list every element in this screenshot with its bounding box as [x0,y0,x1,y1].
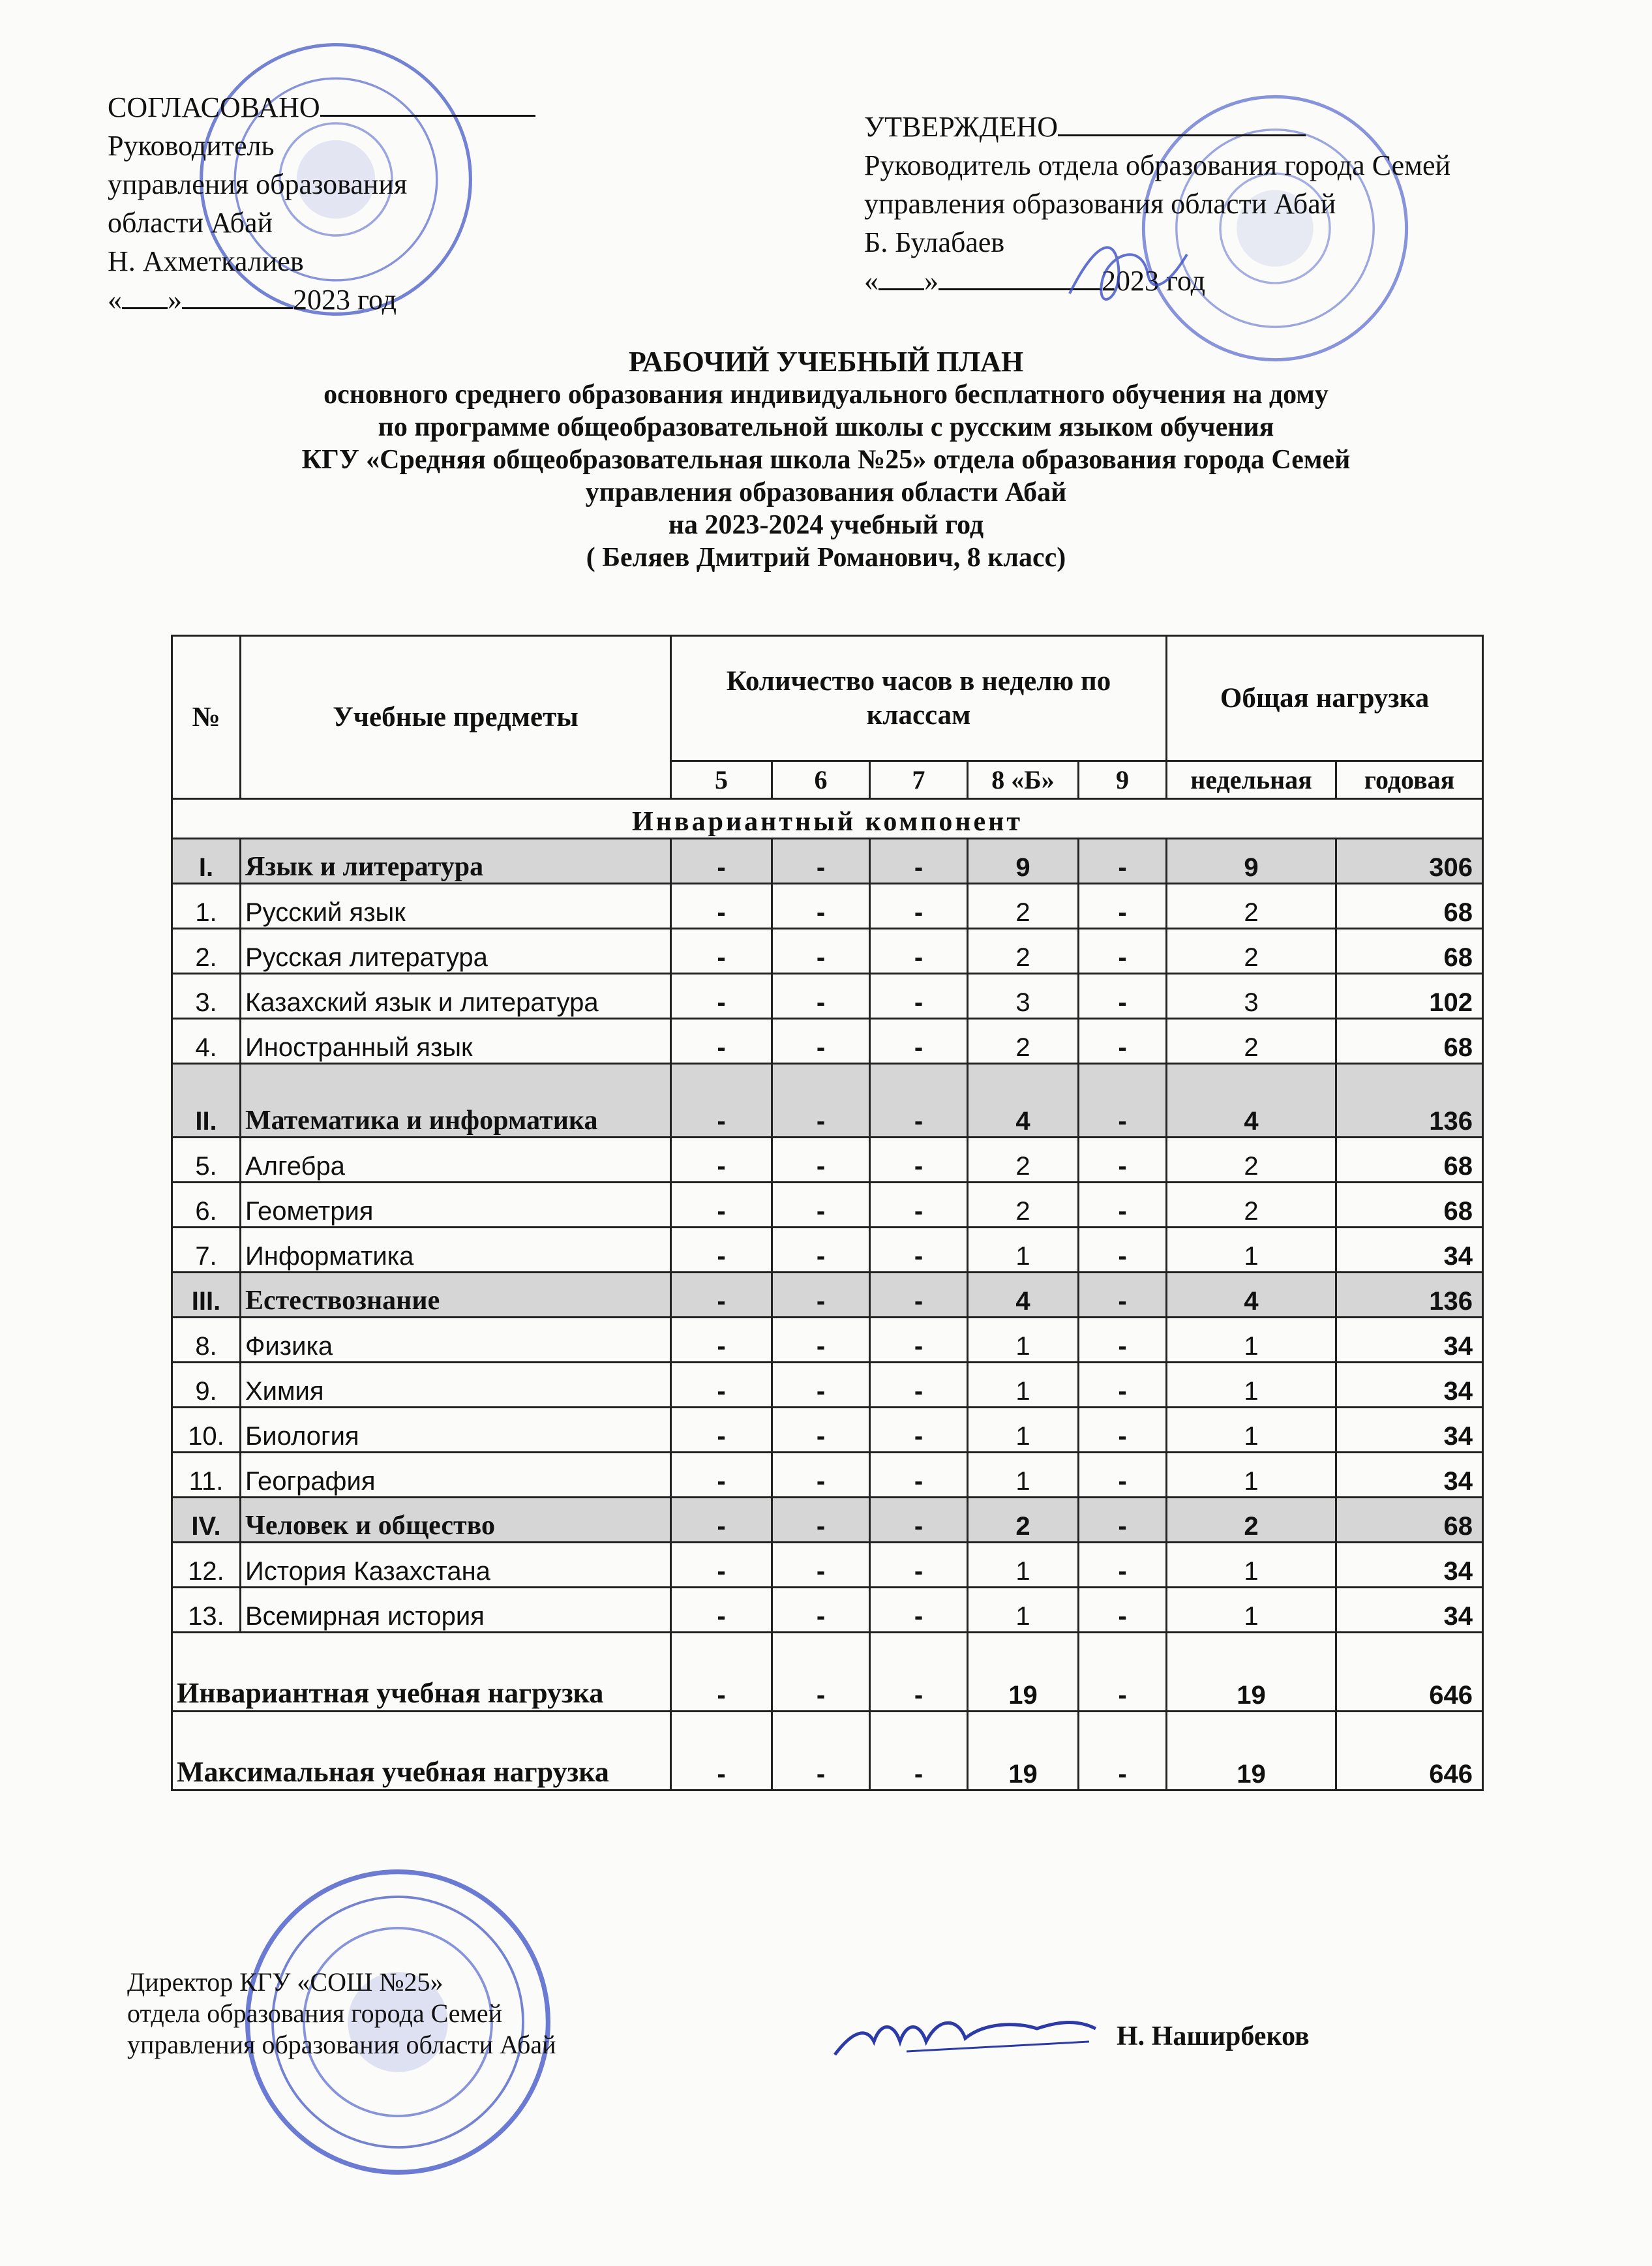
weekly-hours: 1 [1167,1408,1336,1453]
grade-hours-cell: - [671,1453,772,1498]
yearly-hours: 34 [1336,1363,1483,1408]
row-number: 1. [172,884,241,929]
grade-hours-cell: - [1079,1498,1167,1543]
component-label: Инвариантный компонент [172,799,1483,839]
row-number: 13. [172,1588,241,1633]
grade-hours-cell: - [772,1064,870,1138]
grade-hours-cell: - [772,974,870,1019]
title-line-3: КГУ «Средняя общеобразовательная школа №25» отдела образования города Семей [301,445,1351,475]
total-grade-cell: - [1079,1712,1167,1790]
subject-name: Химия [241,1363,671,1408]
subject-name: Русская литература [241,929,671,974]
grade-hours-cell: - [671,1363,772,1408]
right-approval-department: управления образования области Абай [864,188,1336,220]
right-approval-signatory: Б. Булабаев [864,226,1005,258]
grade-hours-cell: - [772,1138,870,1183]
grade-hours-cell: - [870,1228,968,1273]
grade-hours-cell: - [772,1363,870,1408]
document-title-block [0,346,1652,574]
grade-hours-cell: - [870,1064,968,1138]
table-row [172,1138,1483,1183]
subject-name: Русский язык [241,884,671,929]
grade-hours-cell: 4 [968,1273,1079,1318]
grade-hours-cell: 9 [968,839,1079,884]
title-line-1: основного среднего образования индивидуального бесплатного обучения на дому [323,380,1329,410]
grade-hours-cell: - [1079,1273,1167,1318]
grade-hours-cell: - [870,1363,968,1408]
weekly-hours: 9 [1167,839,1336,884]
total-label: Максимальная учебная нагрузка [172,1712,671,1790]
grade-hours-cell: - [870,929,968,974]
grade-hours-cell: - [1079,1453,1167,1498]
right-approval-date: « » 2023 год [864,262,1450,300]
director-department: отдела образования города Семей [127,1999,502,2028]
grade-hours-cell: - [671,929,772,974]
grade-hours-cell: 1 [968,1543,1079,1588]
subject-name: Естествознание [241,1273,671,1318]
total-grade-cell: - [671,1633,772,1712]
grade-hours-cell: - [870,1588,968,1633]
header-hours-per-week: Количество часов в неделю по классам [671,636,1167,761]
director-block [127,1967,556,2061]
grade-hours-cell: - [671,884,772,929]
left-approval-date: « » 2023 год [108,280,535,319]
grade-hours-cell: - [671,1543,772,1588]
header-grade-9: 9 [1079,761,1167,799]
total-weekly: 19 [1167,1633,1336,1712]
table-row [172,1588,1483,1633]
yearly-hours: 136 [1336,1273,1483,1318]
left-approval-region: области Абай [108,207,273,239]
row-number: IV. [172,1498,241,1543]
grade-hours-cell: 1 [968,1318,1079,1363]
total-grade-cell: - [1079,1633,1167,1712]
subject-name: Казахский язык и литература [241,974,671,1019]
subject-name: Информатика [241,1228,671,1273]
grade-hours-cell: 2 [968,1138,1079,1183]
grade-hours-cell: - [1079,1318,1167,1363]
weekly-hours: 1 [1167,1453,1336,1498]
header-yearly: годовая [1336,761,1483,799]
row-number: 4. [172,1019,241,1064]
total-grade-cell: - [772,1712,870,1790]
title-line-6: ( Беляев Дмитрий Романович, 8 класс) [586,543,1066,573]
header-total-load: Общая нагрузка [1167,636,1483,761]
row-number: 11. [172,1453,241,1498]
row-number: 3. [172,974,241,1019]
group-row [172,1064,1483,1138]
weekly-hours: 1 [1167,1588,1336,1633]
header-grade-6: 6 [772,761,870,799]
total-grade-cell: - [671,1712,772,1790]
total-label: Инвариантная учебная нагрузка [172,1633,671,1712]
grade-hours-cell: 2 [968,1019,1079,1064]
subject-name: История Казахстана [241,1543,671,1588]
left-approval-title: СОГЛАСОВАНО [108,88,535,127]
header-grade-8b: 8 «Б» [968,761,1079,799]
weekly-hours: 1 [1167,1363,1336,1408]
grade-hours-cell: - [772,1408,870,1453]
grade-hours-cell: - [870,1019,968,1064]
grade-hours-cell: - [772,1019,870,1064]
subject-name: Язык и литература [241,839,671,884]
title-line-2: по программе общеобразовательной школы с русским языком обучения [378,412,1274,442]
grade-hours-cell: - [772,1453,870,1498]
document-title: РАБОЧИЙ УЧЕБНЫЙ ПЛАН [628,346,1024,378]
header-weekly: недельная [1167,761,1336,799]
total-grade-cell: 19 [968,1712,1079,1790]
row-number: II. [172,1064,241,1138]
grade-hours-cell: 1 [968,1363,1079,1408]
row-number: 8. [172,1318,241,1363]
table-row [172,929,1483,974]
grade-hours-cell: - [1079,839,1167,884]
grade-hours-cell: 2 [968,884,1079,929]
yearly-hours: 68 [1336,1138,1483,1183]
yearly-hours: 68 [1336,1183,1483,1228]
weekly-hours: 2 [1167,884,1336,929]
table-row [172,884,1483,929]
header-number: № [172,636,241,799]
grade-hours-cell: - [671,1138,772,1183]
grade-hours-cell: - [1079,1064,1167,1138]
grade-hours-cell: - [671,1228,772,1273]
grade-hours-cell: - [772,1588,870,1633]
total-grade-cell: - [870,1712,968,1790]
yearly-hours: 102 [1336,974,1483,1019]
grade-hours-cell: - [772,1228,870,1273]
weekly-hours: 2 [1167,1019,1336,1064]
group-row [172,1273,1483,1318]
right-approval-position: Руководитель отдела образования города Семей [864,149,1451,181]
table-row [172,1543,1483,1588]
left-approval-department: управления образования [108,168,408,200]
subject-name: Человек и общество [241,1498,671,1543]
weekly-hours: 2 [1167,1498,1336,1543]
grade-hours-cell: - [772,1498,870,1543]
left-approval-signatory: Н. Ахметкалиев [108,245,304,277]
yearly-hours: 68 [1336,884,1483,929]
yearly-hours: 34 [1336,1228,1483,1273]
total-grade-cell: - [772,1633,870,1712]
total-row [172,1712,1483,1790]
grade-hours-cell: - [1079,884,1167,929]
table-row [172,1318,1483,1363]
grade-hours-cell: - [870,1543,968,1588]
grade-hours-cell: - [1079,1408,1167,1453]
grade-hours-cell: - [671,839,772,884]
grade-hours-cell: - [671,1273,772,1318]
header-subjects: Учебные предметы [241,636,671,799]
curriculum-table [171,635,1484,1791]
yearly-hours: 34 [1336,1408,1483,1453]
grade-hours-cell: - [671,1064,772,1138]
director-position: Директор КГУ «СОШ №25» [127,1967,443,1997]
total-grade-cell: - [870,1633,968,1712]
grade-hours-cell: - [1079,1588,1167,1633]
subject-name: Геометрия [241,1183,671,1228]
grade-hours-cell: 4 [968,1064,1079,1138]
grade-hours-cell: - [870,974,968,1019]
row-number: 7. [172,1228,241,1273]
subject-name: Математика и информатика [241,1064,671,1138]
weekly-hours: 4 [1167,1273,1336,1318]
total-yearly: 646 [1336,1633,1483,1712]
weekly-hours: 1 [1167,1228,1336,1273]
grade-hours-cell: - [671,1498,772,1543]
grade-hours-cell: - [1079,1228,1167,1273]
grade-hours-cell: - [772,839,870,884]
right-approval-title: УТВЕРЖДЕНО [864,108,1450,146]
weekly-hours: 4 [1167,1064,1336,1138]
grade-hours-cell: - [772,1543,870,1588]
title-line-4: управления образования области Абай [585,477,1067,507]
grade-hours-cell: - [870,1408,968,1453]
group-row [172,1498,1483,1543]
total-grade-cell: 19 [968,1633,1079,1712]
grade-hours-cell: - [870,1138,968,1183]
total-yearly: 646 [1336,1712,1483,1790]
grade-hours-cell: - [870,1183,968,1228]
grade-hours-cell: 2 [968,1498,1079,1543]
grade-hours-cell: 3 [968,974,1079,1019]
table-row [172,1408,1483,1453]
title-line-5: на 2023-2024 учебный год [668,510,984,540]
grade-hours-cell: 1 [968,1453,1079,1498]
subject-name: Иностранный язык [241,1019,671,1064]
row-number: 10. [172,1408,241,1453]
signature-approver [1057,215,1200,326]
yearly-hours: 306 [1336,839,1483,884]
row-number: 5. [172,1138,241,1183]
yearly-hours: 34 [1336,1453,1483,1498]
table-row [172,1453,1483,1498]
grade-hours-cell: 1 [968,1588,1079,1633]
total-row [172,1633,1483,1712]
grade-hours-cell: - [1079,1019,1167,1064]
grade-hours-cell: - [1079,1183,1167,1228]
yearly-hours: 68 [1336,1019,1483,1064]
group-row [172,839,1483,884]
grade-hours-cell: - [671,1408,772,1453]
table-row [172,974,1483,1019]
grade-hours-cell: 1 [968,1228,1079,1273]
table-row [172,1019,1483,1064]
subject-name: Биология [241,1408,671,1453]
header-grade-7: 7 [870,761,968,799]
grade-hours-cell: - [671,1183,772,1228]
weekly-hours: 1 [1167,1318,1336,1363]
grade-hours-cell: - [772,1318,870,1363]
yearly-hours: 34 [1336,1588,1483,1633]
grade-hours-cell: - [671,1588,772,1633]
grade-hours-cell: - [1079,929,1167,974]
subject-name: Всемирная история [241,1588,671,1633]
left-approval-block [108,88,535,319]
yearly-hours: 136 [1336,1064,1483,1138]
grade-hours-cell: - [671,974,772,1019]
weekly-hours: 2 [1167,929,1336,974]
total-weekly: 19 [1167,1712,1336,1790]
grade-hours-cell: - [1079,1543,1167,1588]
subject-name: Алгебра [241,1138,671,1183]
subject-name: Физика [241,1318,671,1363]
grade-hours-cell: - [1079,974,1167,1019]
director-region: управления образования области Абай [127,2030,556,2059]
left-approval-position: Руководитель [108,130,275,162]
grade-hours-cell: 1 [968,1408,1079,1453]
weekly-hours: 2 [1167,1183,1336,1228]
row-number: 2. [172,929,241,974]
row-number: 6. [172,1183,241,1228]
subject-name: География [241,1453,671,1498]
table-header-row [172,636,1483,761]
grade-hours-cell: - [671,1318,772,1363]
grade-hours-cell: 2 [968,1183,1079,1228]
row-number: III. [172,1273,241,1318]
grade-hours-cell: - [772,1273,870,1318]
header-grade-5: 5 [671,761,772,799]
grade-hours-cell: 2 [968,929,1079,974]
grade-hours-cell: - [772,1183,870,1228]
row-number: I. [172,839,241,884]
yearly-hours: 34 [1336,1543,1483,1588]
grade-hours-cell: - [870,884,968,929]
row-number: 9. [172,1363,241,1408]
table-row [172,1183,1483,1228]
table-row [172,1228,1483,1273]
director-name: Н. Наширбеков [1117,2021,1310,2051]
weekly-hours: 2 [1167,1138,1336,1183]
grade-hours-cell: - [1079,1138,1167,1183]
yearly-hours: 68 [1336,929,1483,974]
grade-hours-cell: - [1079,1363,1167,1408]
table-row [172,1363,1483,1408]
grade-hours-cell: - [870,1273,968,1318]
grade-hours-cell: - [870,1498,968,1543]
grade-hours-cell: - [772,884,870,929]
grade-hours-cell: - [870,1453,968,1498]
yearly-hours: 34 [1336,1318,1483,1363]
grade-hours-cell: - [671,1019,772,1064]
yearly-hours: 68 [1336,1498,1483,1543]
weekly-hours: 3 [1167,974,1336,1019]
grade-hours-cell: - [772,929,870,974]
weekly-hours: 1 [1167,1543,1336,1588]
row-number: 12. [172,1543,241,1588]
grade-hours-cell: - [870,1318,968,1363]
grade-hours-cell: - [870,839,968,884]
component-row [172,799,1483,839]
signature-director [828,1983,1102,2068]
